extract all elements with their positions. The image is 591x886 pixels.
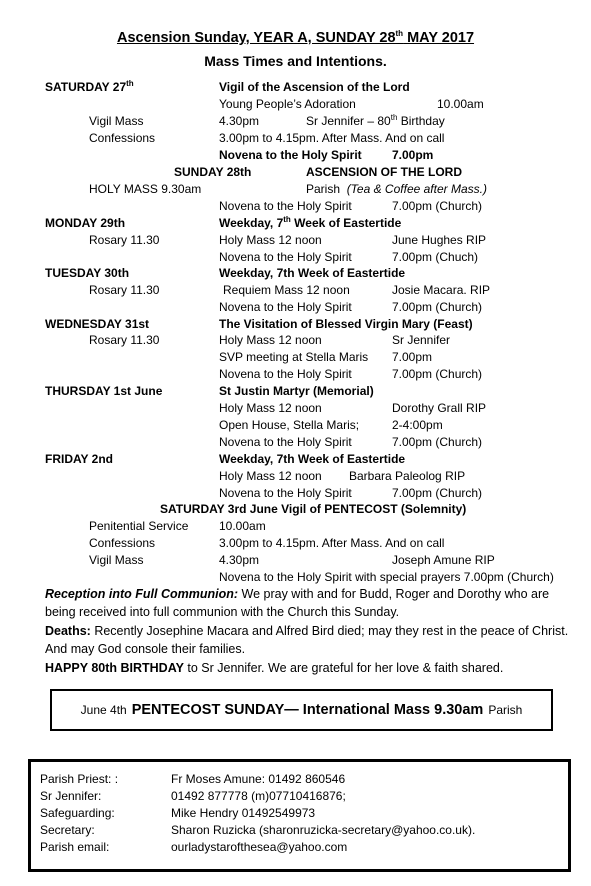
mass-fri2: Holy Mass 12 noon bbox=[219, 469, 322, 483]
novena-tue30-time: 7.00pm (Church) bbox=[392, 300, 483, 314]
intention-mon29: June Hughes RIP bbox=[392, 233, 487, 247]
contact-value-sr-jennifer: 01492 877778 (m)07710416876; bbox=[171, 789, 346, 803]
confessions-sat3: Confessions bbox=[89, 536, 156, 550]
vigil-mass-time: 4.30pm bbox=[219, 114, 260, 128]
vigil-mass-intention: Sr Jennifer – 80th Birthday bbox=[306, 113, 445, 128]
svp-meeting: SVP meeting at Stella Maris bbox=[219, 350, 369, 364]
contact-label-email: Parish email: bbox=[40, 840, 110, 854]
intention-fri2: Barbara Paleolog RIP bbox=[349, 469, 466, 483]
rosary-mon29: Rosary 11.30 bbox=[89, 233, 160, 247]
rosary-wed31: Rosary 11.30 bbox=[89, 333, 160, 347]
day-wednesday-31: WEDNESDAY 31st bbox=[45, 317, 150, 331]
birthday-notice: HAPPY 80th BIRTHDAY to Sr Jennifer. We are grateful for her love & faith shared. bbox=[45, 661, 504, 675]
contact-value-safeguarding: Mike Hendry 01492549973 bbox=[171, 806, 316, 820]
contact-label-priest: Parish Priest: : bbox=[40, 772, 119, 786]
adoration-time: 10.00am bbox=[437, 97, 484, 111]
contact-label-safeguarding: Safeguarding: bbox=[40, 806, 115, 820]
novena-sat27: Novena to the Holy Spirit bbox=[219, 148, 362, 162]
open-house-time: 2-4:00pm bbox=[392, 418, 443, 432]
feast-thu1: St Justin Martyr (Memorial) bbox=[219, 384, 374, 398]
intention-thu1: Dorothy Grall RIP bbox=[392, 401, 487, 415]
pentecost-title: PENTECOST SUNDAY— International Mass 9.30am bbox=[131, 702, 484, 718]
novena-mon29: Novena to the Holy Spirit bbox=[219, 250, 352, 264]
intention-tue30: Josie Macara. RIP bbox=[392, 283, 491, 297]
novena-sun28-time: 7.00pm (Church) bbox=[392, 199, 483, 213]
novena-sat27-time: 7.00pm bbox=[392, 148, 434, 162]
bulletin-subtitle: Mass Times and Intentions. bbox=[204, 53, 387, 69]
novena-thu1-time: 7.00pm (Church) bbox=[392, 435, 483, 449]
pentecost-date: June 4th bbox=[80, 703, 127, 717]
adoration-label: Young People’s Adoration bbox=[219, 97, 356, 111]
feast-mon29: Weekday, 7th Week of Eastertide bbox=[219, 215, 402, 230]
feast-tue30: Weekday, 7th Week of Eastertide bbox=[219, 266, 406, 280]
novena-fri2-time: 7.00pm (Church) bbox=[392, 486, 483, 500]
contacts-box bbox=[28, 759, 571, 872]
vigil-mass-label: Vigil Mass bbox=[89, 114, 144, 128]
mass-mon29: Holy Mass 12 noon bbox=[219, 233, 322, 247]
day-friday-2: FRIDAY 2nd bbox=[45, 452, 114, 466]
novena-sat3: Novena to the Holy Spirit with special prayers 7.00pm (Church) bbox=[219, 570, 554, 584]
contact-value-secretary: Sharon Ruzicka (sharonruzicka-secretary@yahoo.co.uk). bbox=[171, 823, 476, 837]
contact-label-sr-jennifer: Sr Jennifer: bbox=[40, 789, 102, 803]
day-thursday-1: THURSDAY 1st June bbox=[45, 384, 163, 398]
day-monday-29: MONDAY 29th bbox=[45, 216, 126, 230]
feast-fri2: Weekday, 7th Week of Eastertide bbox=[219, 452, 406, 466]
novena-fri2: Novena to the Holy Spirit bbox=[219, 486, 352, 500]
feast-sat27: Vigil of the Ascension of the Lord bbox=[219, 80, 410, 94]
novena-sun28: Novena to the Holy Spirit bbox=[219, 199, 352, 213]
novena-wed31-time: 7.00pm (Church) bbox=[392, 367, 483, 381]
day-saturday-3: SATURDAY 3rd June Vigil of PENTECOST (Solemnity) bbox=[160, 502, 467, 516]
novena-tue30: Novena to the Holy Spirit bbox=[219, 300, 352, 314]
reception-notice: Reception into Full Communion: We pray with and for Budd, Roger and Dorothy who are being received into full communion with the Church this Sunday. bbox=[45, 587, 550, 619]
mass-thu1: Holy Mass 12 noon bbox=[219, 401, 322, 415]
vigil-mass-sat3-intention: Joseph Amune RIP bbox=[392, 553, 495, 567]
contact-label-secretary: Secretary: bbox=[40, 823, 95, 837]
penitential-service: Penitential Service bbox=[89, 519, 189, 533]
confessions-sat3-time: 3.00pm to 4.15pm. After Mass. And on call bbox=[219, 536, 445, 550]
rosary-tue30: Rosary 11.30 bbox=[89, 283, 160, 297]
feast-sun28: ASCENSION OF THE LORD bbox=[306, 165, 463, 179]
pentecost-parish: Parish bbox=[488, 703, 523, 717]
sun28-parish: Parish (Tea & Coffee after Mass.) bbox=[306, 182, 487, 196]
novena-wed31: Novena to the Holy Spirit bbox=[219, 367, 352, 381]
mass-wed31: Holy Mass 12 noon bbox=[219, 333, 322, 347]
confessions-time: 3.00pm to 4.15pm. After Mass. And on call bbox=[219, 131, 445, 145]
confessions-label: Confessions bbox=[89, 131, 156, 145]
vigil-mass-sat3: Vigil Mass bbox=[89, 553, 144, 567]
bulletin-title: Ascension Sunday, YEAR A, SUNDAY 28th MAY 2017 bbox=[116, 29, 475, 46]
svp-meeting-time: 7.00pm bbox=[392, 350, 433, 364]
contact-value-priest: Fr Moses Amune: 01492 860546 bbox=[171, 772, 346, 786]
day-tuesday-30: TUESDAY 30th bbox=[45, 266, 130, 280]
day-saturday-27: SATURDAY 27th bbox=[45, 79, 134, 94]
novena-mon29-time: 7.00pm (Chuch) bbox=[392, 250, 479, 264]
open-house: Open House, Stella Maris; bbox=[219, 418, 360, 432]
pentecost-announcement-box bbox=[50, 689, 553, 731]
deaths-notice: Deaths: Recently Josephine Macara and Alfred Bird died; may they rest in the peace of Christ. And may God console their families. bbox=[45, 624, 569, 656]
novena-thu1: Novena to the Holy Spirit bbox=[219, 435, 352, 449]
mass-tue30: Requiem Mass 12 noon bbox=[223, 283, 350, 297]
feast-wed31: The Visitation of Blessed Virgin Mary (Feast) bbox=[219, 317, 473, 331]
day-sunday-28: SUNDAY 28th bbox=[174, 165, 252, 179]
sun28-mass: HOLY MASS 9.30am bbox=[89, 182, 202, 196]
penitential-service-time: 10.00am bbox=[219, 519, 266, 533]
contact-value-email: ourladystaroftheseа@yahoo.com bbox=[171, 840, 348, 854]
intention-wed31: Sr Jennifer bbox=[392, 333, 451, 347]
vigil-mass-sat3-time: 4.30pm bbox=[219, 553, 260, 567]
